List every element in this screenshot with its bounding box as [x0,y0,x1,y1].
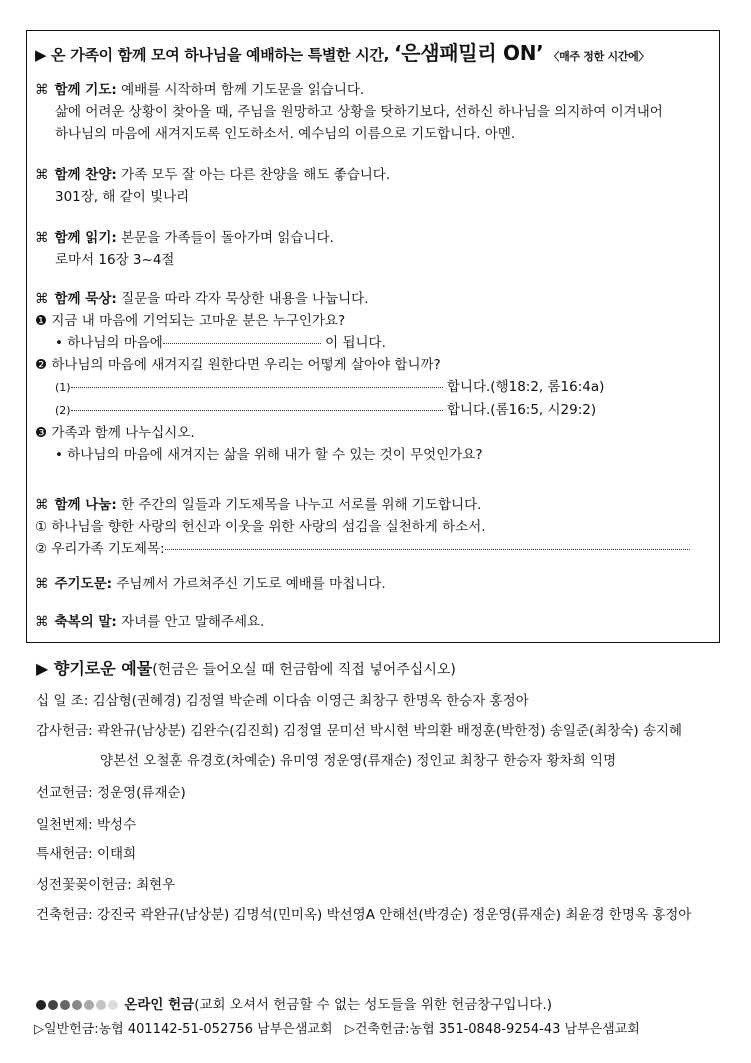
question-2: ❷ 하나님의 마음에 새겨지길 원한다면 우리는 어떻게 살아야 합니까? [35,357,441,373]
blessing-section [35,611,264,633]
prayer-desc: 예배를 시작하며 함께 기도문을 읽습니다. [121,82,365,98]
command-icon: ⌘ [35,167,49,183]
offering-label: 감사헌금: [36,723,93,739]
offering-note: (헌금은 들어오실 때 헌금함에 직접 넣어주십시오) [152,662,456,678]
meditation-title: 함께 묵상: [54,291,117,307]
offering-row [36,810,136,840]
offering-heading: ▶ 향기로운 예물 [36,659,153,678]
sharing-section [35,494,690,560]
prayer-section [35,79,663,145]
answer-prefix: • 하나님의 마음에 [55,335,163,351]
offering-label: 십 일 조: [36,693,89,709]
meditation-desc: 질문을 따라 각자 묵상한 내용을 나눕니다. [121,291,369,307]
dot-icon [108,1000,118,1010]
meditation-section [35,288,604,466]
headline-note: 〈매주 정한 시간에〉 [548,50,650,63]
offering-label: 성전꽃꽂이헌금: [36,877,132,893]
online-note: (교회 오셔서 헌금할 수 없는 성도들을 위한 헌금창구입니다.) [194,997,553,1013]
answer-suffix: 합니다.(행18:2, 롬16:4a) [446,379,605,395]
sharing-title: 함께 나눔: [54,497,117,513]
command-icon: ⌘ [35,82,49,98]
praise-title: 함께 찬양: [54,167,117,183]
dot-icon [36,1000,46,1010]
command-icon: ⌘ [35,497,49,513]
sharing-item-2 [35,538,690,560]
headline-text: ▶ 온 가족이 함께 모여 하나님을 예배하는 특별한 시간, [35,46,394,64]
offering-names: 박성수 [97,817,137,833]
prayer-line: 하나님의 마음에 새겨지도록 인도하소서. 예수님의 이름으로 기도합니다. 아멘. [55,126,516,142]
question-2-answer-1 [35,376,604,399]
offering-row [36,716,682,746]
dot-icon [84,1000,94,1010]
command-icon: ⌘ [35,291,49,307]
answer-suffix: 합니다.(롬16:5, 시29:2) [446,402,597,418]
command-icon: ⌘ [35,230,49,246]
blessing-desc: 자녀를 안고 말해주세요. [121,614,265,630]
brand-name: ‘은샘패밀리 ON’ [393,41,544,65]
dot-icon [72,1000,82,1010]
blank-line [71,387,443,388]
family-worship-box [26,30,720,643]
blank-line [71,410,443,411]
sharing-desc: 한 주간의 일들과 기도제목을 나누고 서로를 위해 기도합니다. [121,497,482,513]
offering-label: 건축헌금: [36,907,93,923]
hymn-line: 301장, 해 같이 빛나리 [55,189,190,205]
dot-icon [96,1000,106,1010]
blank-line [165,549,690,550]
prayer-title: 함께 기도: [54,82,117,98]
bank-accounts [34,1018,640,1037]
praise-desc: 가족 모두 잘 아는 다른 찬양을 해도 좋습니다. [121,167,391,183]
online-offering [36,993,552,1013]
building-account: ▷건축헌금:농협 351-0848-9254-43 남부은샘교회 [344,1022,640,1037]
offering-label: 선교헌금: [36,785,93,801]
online-title: 온라인 헌금 [124,997,195,1013]
question-1: ❶ 지금 내 마음에 기억되는 고마운 분은 누구인가요? [35,313,346,329]
offering-names: 이태희 [97,846,137,862]
offering-label: 특새헌금: [36,846,93,862]
reading-section [35,227,334,271]
offering-names: 곽완규(남상분) 김완수(김진희) 김정열 문미선 박시현 박의환 배정훈(박한정) 송일준(최창숙) 송지혜 [97,723,683,739]
offering-row [36,900,691,930]
question-3: ❸ 가족과 함께 나누십시오. [35,425,195,441]
answer-suffix: 이 됩니다. [325,335,386,351]
command-icon: ⌘ [35,614,49,630]
reading-desc: 본문을 가족들이 돌아가며 읽습니다. [121,230,334,246]
reading-title: 함께 읽기: [54,230,117,246]
blessing-title: 축복의 말: [54,614,117,630]
question-3-detail: • 하나님의 마음에 새겨지는 삶을 위해 내가 할 수 있는 것이 무엇인가요? [55,447,483,463]
praise-section [35,164,390,208]
offering-row [100,746,616,776]
scripture-line: 로마서 16장 3~4절 [55,252,175,268]
lords-prayer-section [35,573,386,595]
offering-names: 정운영(류재순) [97,785,186,801]
prayer-line: 삶에 어려운 상황이 찾아올 때, 주님을 원망하고 상황을 탓하기보다, 선하신 하나님을 의지하여 이겨내어 [55,104,663,120]
general-account: ▷일반헌금:농협 401142-51-052756 남부은샘교회 [34,1022,333,1037]
offering-row [36,839,136,869]
lords-prayer-desc: 주님께서 가르쳐주신 기도로 예배를 마칩니다. [116,576,386,592]
answer-number: (2) [55,404,71,417]
answer-number: (1) [55,381,71,394]
dot-icon [60,1000,70,1010]
question-2-answer-2 [35,399,604,422]
offering-row [36,778,186,808]
sharing-item-1: ① 하나님을 향한 사랑의 헌신과 이웃을 위한 사랑의 섬김을 실천하게 하소서. [35,519,486,535]
lords-prayer-title: 주기도문: [54,576,113,592]
offering-names: 김삼형(권혜경) 김정열 박순례 이다솜 이영근 최창구 한명옥 한승자 홍정아 [92,693,529,709]
offering-row [36,870,175,900]
offering-row [36,686,529,716]
dot-icon [48,1000,58,1010]
offering-names: 강진국 곽완규(남상분) 김명석(민미옥) 박선영A 안해선(박경순) 정운영(류재순) 최윤경 한명옥 홍정아 [97,907,692,923]
worship-headline [35,37,649,66]
offering-title [36,656,456,679]
offering-names: 양본선 오철훈 유경호(차예순) 유미영 정운영(류재순) 정인교 최창구 한승자 황차희 익명 [100,753,617,769]
offering-names: 최현우 [136,877,176,893]
prayer-topic-label: ② 우리가족 기도제목: [35,541,165,557]
blank-line [163,343,321,344]
offering-label: 일천번제: [36,817,93,833]
question-1-answer [35,332,604,354]
command-icon: ⌘ [35,576,49,592]
